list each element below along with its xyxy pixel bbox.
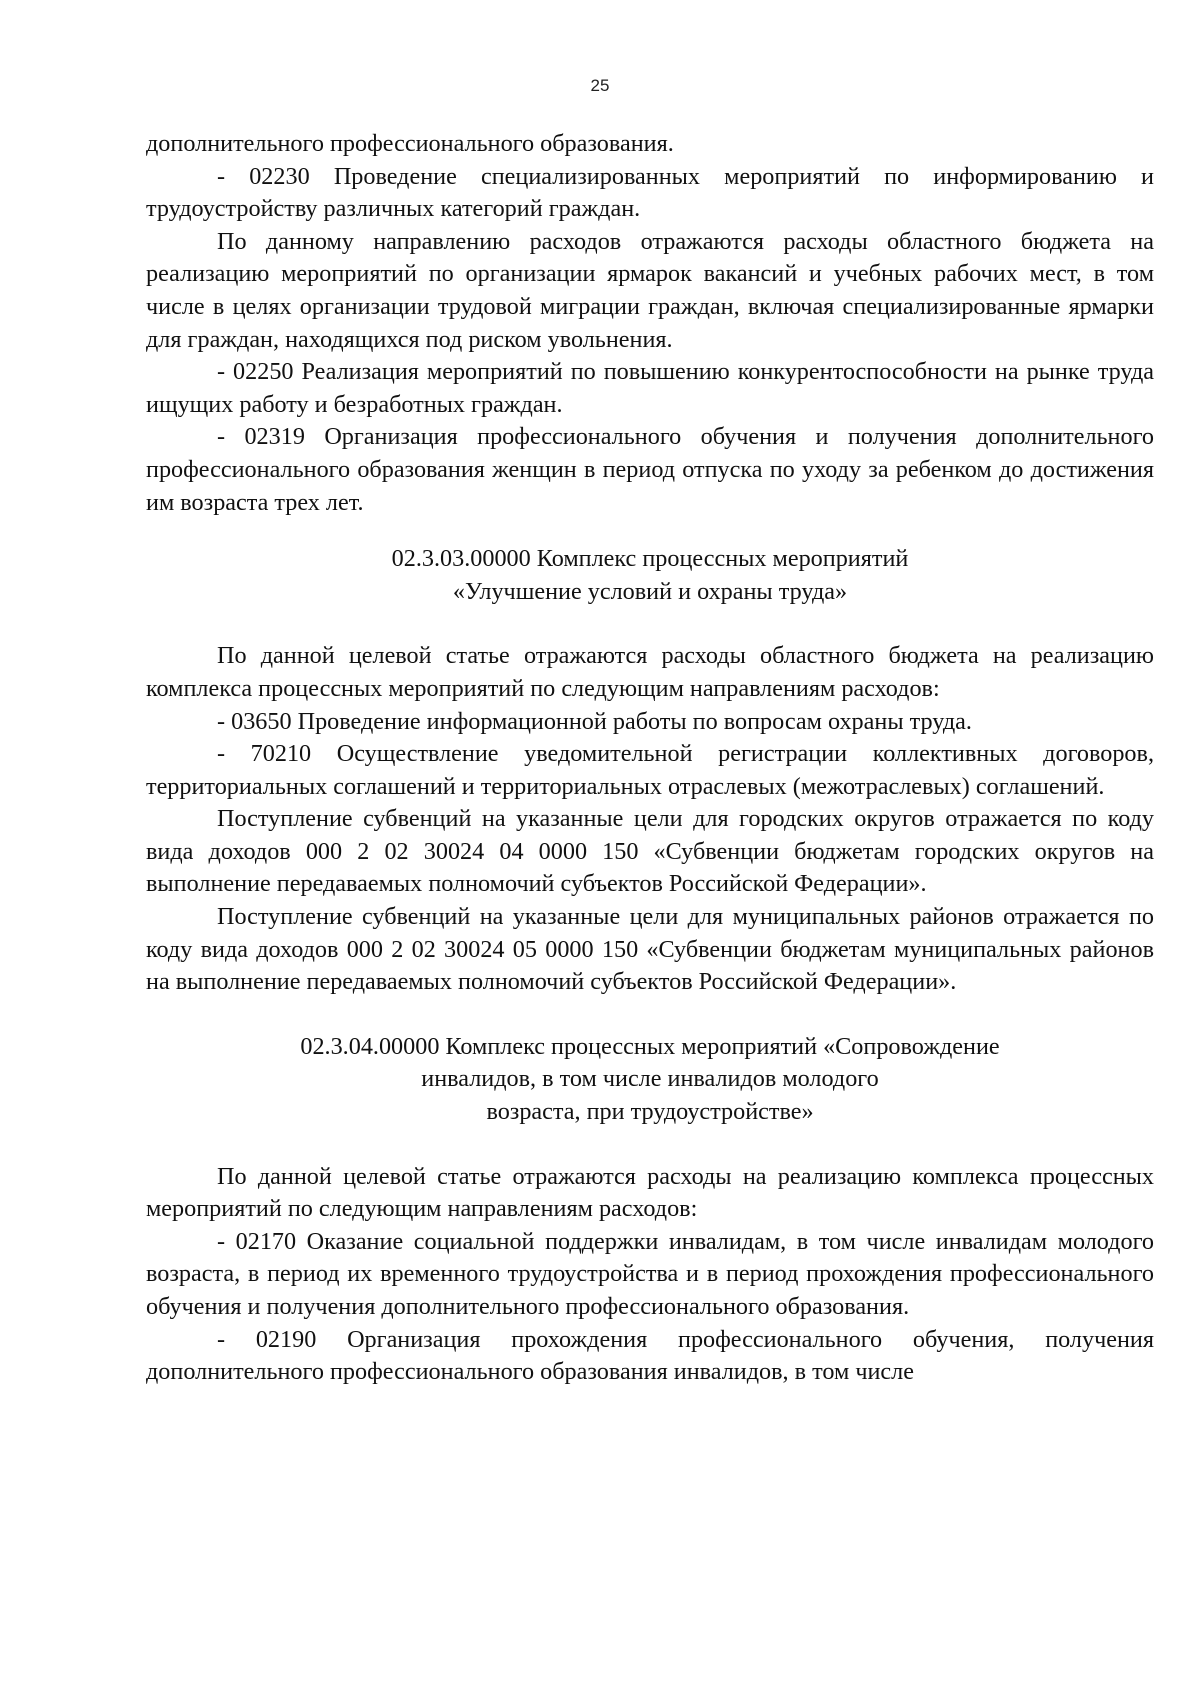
paragraph: По данной целевой статье отражаются расходы на реализацию комплекса процессных мероприятий по следующим направлениям расходов:	[146, 1162, 1154, 1223]
section-heading	[146, 1031, 1154, 1129]
paragraph: Поступление субвенций на указанные цели для муниципальных районов отражается по коду вида доходов 000 2 02 30024 05 0000 150 «Субвенции бюджетам муниципальных районов на выполнение передаваемых полномочий субъектов Российской Федерации».	[146, 903, 1154, 996]
paragraph: - 02319 Организация профессионального обучения и получения дополнительного профессионального образования женщин в период отпуска по уходу за ребенком до достижения им возраста трех лет.	[146, 423, 1154, 516]
heading-line: «Улучшение условий и охраны труда»	[452, 577, 848, 605]
heading-line: инвалидов, в том числе инвалидов молодого	[421, 1065, 879, 1093]
paragraph: - 02230 Проведение специализированных мероприятий по информированию и трудоустройству различных категорий граждан.	[146, 162, 1154, 223]
heading-line: возраста, при трудоустройстве»	[486, 1098, 814, 1126]
paragraph: - 70210 Осуществление уведомительной регистрации коллективных договоров, территориальных соглашений и территориальных отраслевых (межотраслевых) соглашений.	[146, 740, 1154, 800]
paragraph: - 03650 Проведение информационной работы по вопросам охраны труда.	[217, 707, 972, 735]
heading-line: 02.3.03.00000 Комплекс процессных мероприятий	[391, 545, 909, 573]
paragraph: Поступление субвенций на указанные цели для городских округов отражается по коду вида доходов 000 2 02 30024 04 0000 150 «Субвенции бюджетам городских округов на выполнение передаваемых полномочий субъектов Российской Федерации».	[146, 805, 1154, 898]
heading-line: 02.3.04.00000 Комплекс процессных мероприятий «Сопровождение	[300, 1032, 1000, 1060]
paragraph: По данному направлению расходов отражаются расходы областного бюджета на реализацию мероприятий по организации ярмарок вакансий и учебных рабочих мест, в том числе в целях организации трудовой миграции граждан, включая специализированные ярмарки для граждан, находящихся под риском увольнения.	[146, 227, 1154, 353]
paragraph: По данной целевой статье отражаются расходы областного бюджета на реализацию комплекса процессных мероприятий по следующим направлениям расходов:	[146, 642, 1154, 702]
section-heading	[146, 543, 1154, 608]
paragraph: - 02190 Организация прохождения профессионального обучения, получения дополнительного профессионального образования инвалидов, в том числе	[146, 1325, 1154, 1386]
paragraph: дополнительного профессионального образования.	[146, 130, 674, 157]
page-number: 25	[590, 76, 610, 95]
document-body	[146, 128, 1154, 1389]
paragraph: - 02170 Оказание социальной поддержки инвалидам, в том числе инвалидам молодого возраста, в период их временного трудоустройства и в период прохождения профессионального обучения и получения дополнительного профессионального образования.	[146, 1227, 1154, 1320]
paragraph: - 02250 Реализация мероприятий по повышению конкурентоспособности на рынке труда ищущих работу и безработных граждан.	[146, 358, 1154, 418]
